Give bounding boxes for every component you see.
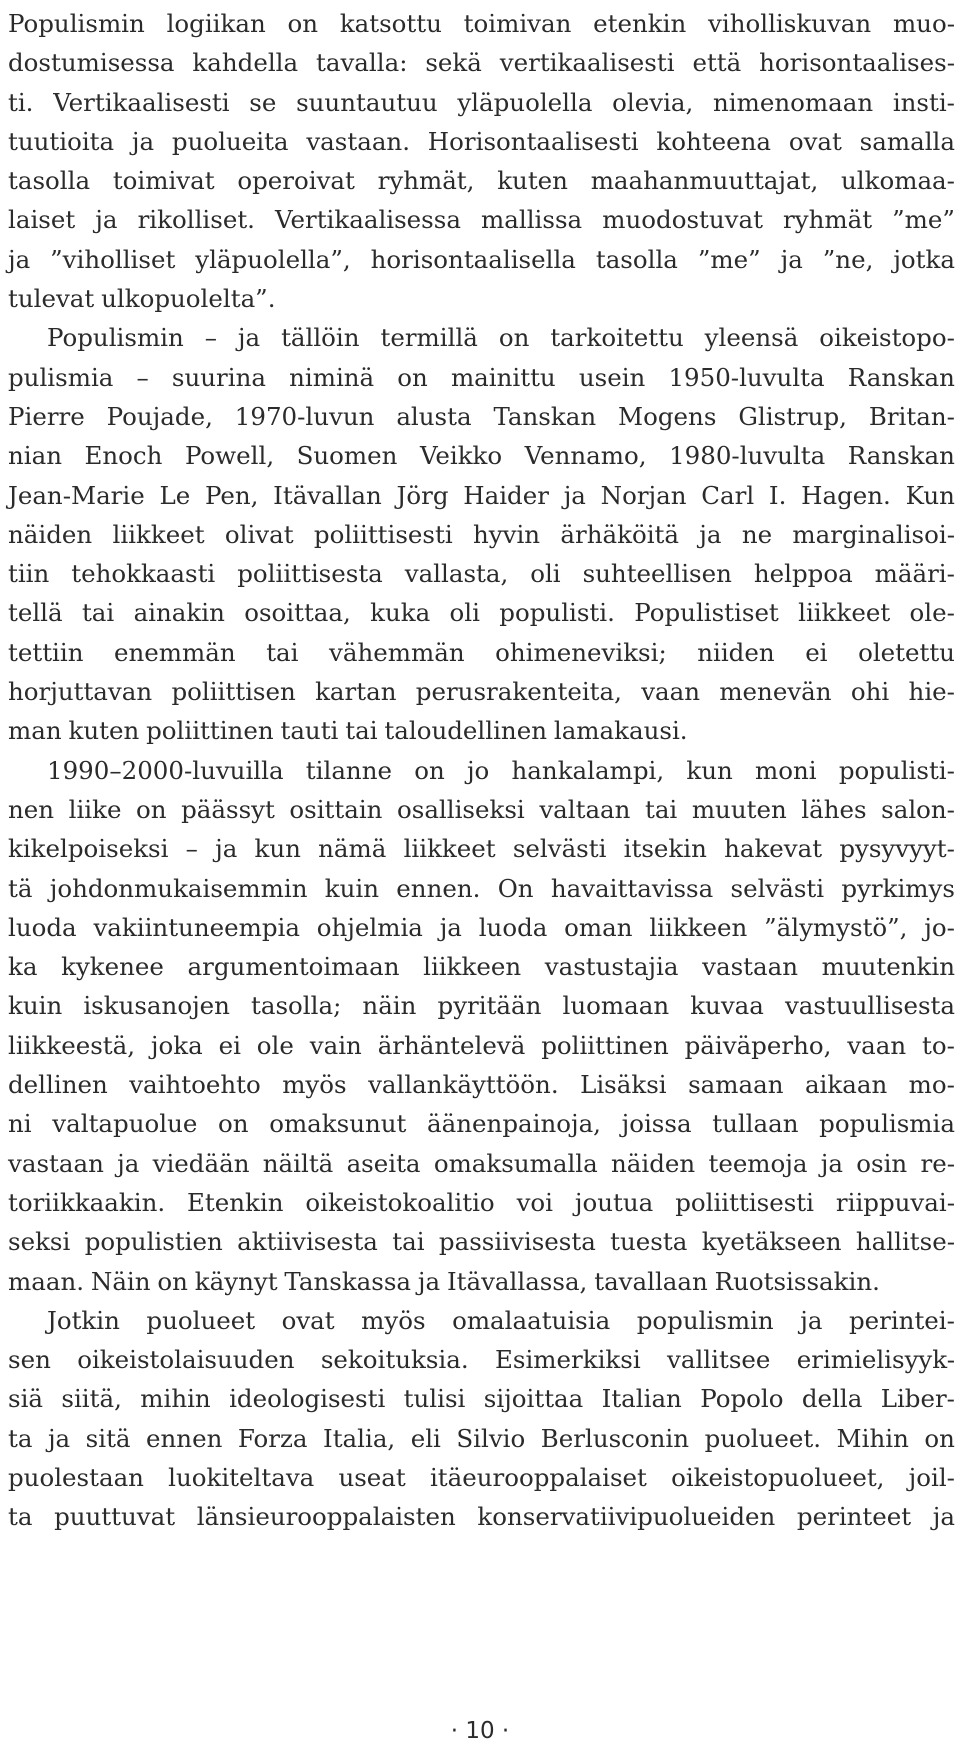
text-line: horjuttavan poliittisen kartan perusrakenteita, vaan menevän ohi hie- — [8, 677, 955, 707]
text-line: siä siitä, mihin ideologisesti tulisi sijoittaa Italian Popolo della Liber- — [8, 1384, 955, 1414]
text-line: puolestaan luokiteltava useat itäeurooppalaiset oikeistopuolueet, joil- — [8, 1462, 955, 1492]
text-line: sen oikeistolaisuuden sekoituksia. Esimerkiksi vallitsee erimielisyyk- — [8, 1345, 955, 1375]
text-line: näiden liikkeet olivat poliittisesti hyvin ärhäköitä ja ne marginalisoi- — [8, 519, 955, 549]
text-line: maan. Näin on käynyt Tanskassa ja Itävallassa, tavallaan Ruotsissakin. — [8, 1266, 880, 1296]
text-line: pulismia – suurina niminä on mainittu usein 1950-luvulta Ranskan — [8, 362, 955, 392]
text-line: tä johdonmukaisemmin kuin ennen. On havaittavissa selvästi pyrkimys — [8, 873, 955, 903]
text-line: Populismin logiikan on katsottu toimivan etenkin viholliskuvan muo- — [8, 9, 955, 38]
text-line: tiin tehokkaasti poliittisesta vallasta, oli suhteellisen helppoa määri- — [8, 559, 955, 589]
text-line: nen liike on päässyt osittain osalliseksi valtaan tai muuten lähes salon- — [8, 794, 955, 824]
text-line: laiset ja rikolliset. Vertikaalisessa mallissa muodostuvat ryhmät ”me” — [8, 205, 955, 235]
text-line: tettiin enemmän tai vähemmän ohimeneviksi; niiden ei oletettu — [8, 637, 955, 667]
text-line: Jean-Marie Le Pen, Itävallan Jörg Haider ja Norjan Carl I. Hagen. Kun — [8, 480, 955, 510]
text-line: man kuten poliittinen tauti tai taloudellinen lamakausi. — [8, 716, 688, 746]
text-line: tuutioita ja puolueita vastaan. Horisontaalisesti kohteena ovat samalla — [8, 126, 955, 156]
text-line: ka kykenee argumentoimaan liikkeen vastustajia vastaan muutenkin — [8, 952, 955, 982]
text-line: seksi populistien aktiivisesta tai passiivisesta tuesta kyetäkseen hallitse- — [8, 1227, 955, 1257]
text-line: vastaan ja viedään näiltä aseita omaksumalla näiden teemoja ja osin re- — [8, 1148, 955, 1178]
paragraph — [8, 318, 955, 750]
text-line: 1990–2000-luvuilla tilanne on jo hankalampi, kun moni populisti- — [47, 755, 955, 785]
text-line: tasolla toimivat operoivat ryhmät, kuten maahanmuuttajat, ulkomaa- — [8, 166, 955, 196]
text-line: kuin iskusanojen tasolla; näin pyritään luomaan kuvaa vastuullisesta — [8, 991, 955, 1021]
text-line: ti. Vertikaalisesti se suuntautuu yläpuolella olevia, nimenomaan insti- — [8, 87, 955, 117]
text-line: tellä tai ainakin osoittaa, kuka oli populisti. Populistiset liikkeet ole- — [8, 598, 955, 628]
paragraph — [8, 4, 955, 318]
paragraph — [8, 751, 955, 1301]
text-line: liikkeestä, joka ei ole vain ärhäntelevä poliittinen päiväperho, vaan to- — [8, 1030, 955, 1060]
text-line: toriikkaakin. Etenkin oikeistokoalitio voi joutua poliittisesti riippuvai- — [8, 1187, 955, 1217]
text-line: ta ja sitä ennen Forza Italia, eli Silvio Berlusconin puolueet. Mihin on — [8, 1423, 955, 1453]
text-line: nian Enoch Powell, Suomen Veikko Vennamo, 1980-luvulta Ranskan — [8, 441, 955, 471]
text-line: ta puuttuvat länsieurooppalaisten konservatiivipuolueiden perinteet ja — [8, 1502, 955, 1532]
text-line: Jotkin puolueet ovat myös omalaatuisia populismin ja perintei- — [47, 1305, 955, 1335]
text-line: ja ”viholliset yläpuolella”, horisontaalisella tasolla ”me” ja ”ne, jotka — [8, 244, 955, 274]
text-line: Populismin – ja tällöin termillä on tarkoitettu yleensä oikeistopo- — [47, 323, 955, 353]
page-number: · 10 · — [450, 1718, 510, 1744]
paragraph — [8, 1301, 955, 1537]
text-line: luoda vakiintuneempia ohjelmia ja luoda oman liikkeen ”älymystö”, jo- — [8, 912, 955, 942]
document-body — [8, 4, 955, 1537]
text-line: tulevat ulkopuolelta”. — [8, 284, 276, 314]
text-line: ni valtapuolue on omaksunut äänenpainoja, joissa tullaan populismia — [8, 1109, 955, 1139]
text-line: kikelpoiseksi – ja kun nämä liikkeet selvästi itsekin hakevat pysyvyyt- — [8, 834, 955, 864]
text-line: Pierre Poujade, 1970-luvun alusta Tanskan Mogens Glistrup, Britan- — [8, 401, 955, 431]
text-line: dellinen vaihtoehto myös vallankäyttöön. Lisäksi samaan aikaan mo- — [8, 1070, 955, 1100]
text-line: dostumisessa kahdella tavalla: sekä vertikaalisesti että horisontaalises- — [8, 48, 955, 78]
